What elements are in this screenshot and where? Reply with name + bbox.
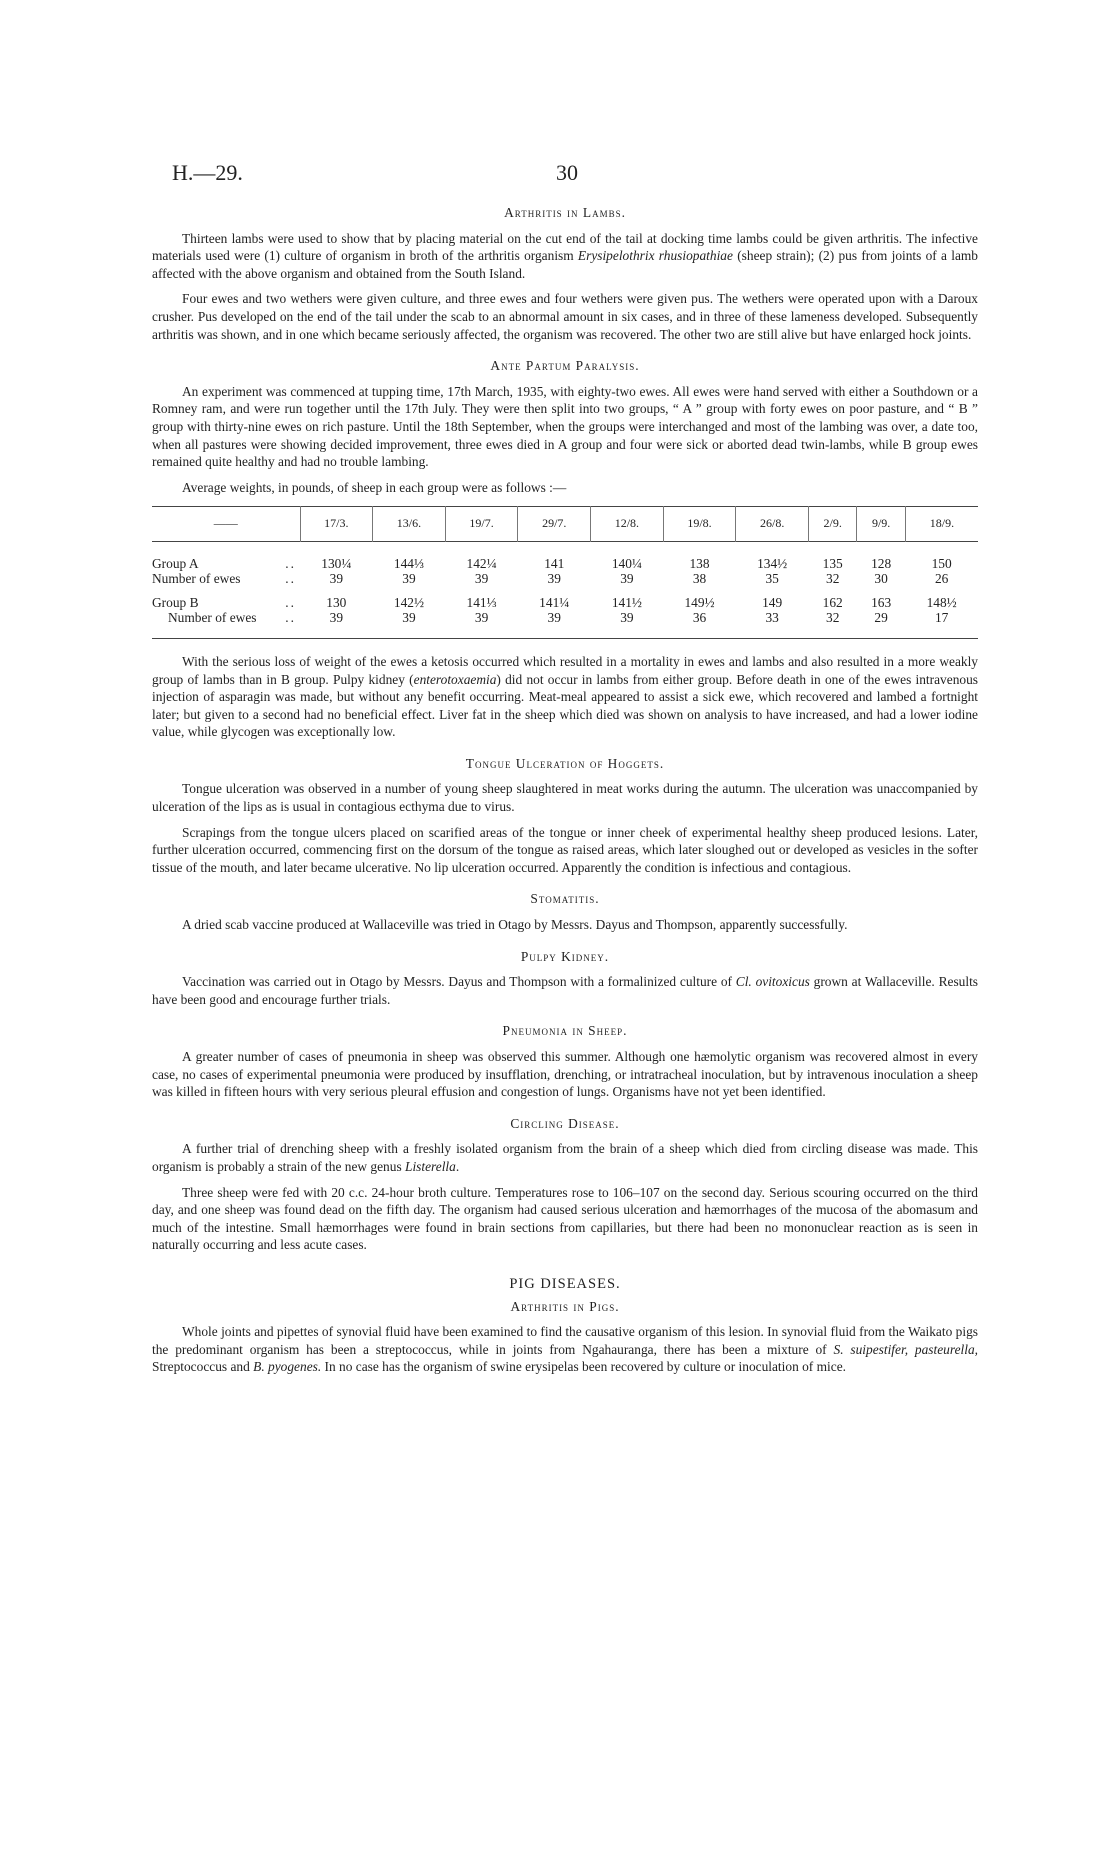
table-cell: 142¼ xyxy=(466,555,497,571)
date-header: 29/7. xyxy=(518,507,591,542)
table-cell: 39 xyxy=(620,610,634,626)
table-cell: 130¼ xyxy=(321,555,352,571)
paragraph: A greater number of cases of pneumonia in sheep was observed this summer. Although one hæmolytic organism was recovered almost in every case, no cases of experimental pneumonia were produced by insufflation, drenching, or intratracheal inoculation, but by intravenous inoculation a sheep was killed in fifteen hours with very serious pleural effusion and congestion of lungs. Organisms have not yet been identified. xyxy=(152,1049,978,1100)
table-cell: 162 xyxy=(822,594,843,610)
table-cell: 38 xyxy=(692,571,707,587)
table-cell: 142½ xyxy=(393,594,425,610)
organism-name: S. suipestifer, pasteurella, xyxy=(833,1341,978,1357)
paragraph: A dried scab vaccine produced at Wallaceville was tried in Otago by Messrs. Dayus and Thompson, apparently successfully. xyxy=(182,917,848,933)
table-cell: 135 xyxy=(822,555,843,571)
page-number: 30 xyxy=(556,160,578,185)
heading-pig-diseases: PIG DISEASES. xyxy=(509,1275,621,1292)
row-label: Number of ewes xyxy=(168,610,257,626)
table-cell: 39 xyxy=(329,610,344,626)
table-cell: 141¼ xyxy=(539,594,570,610)
table-row: Number of ewes .. 39 39 39 39 39 38 35 32 30 26 xyxy=(152,571,978,587)
date-header: 13/6. xyxy=(373,507,446,542)
weights-table xyxy=(152,506,978,639)
table-cell: 141½ xyxy=(611,594,642,610)
table-cell: 17 xyxy=(934,610,949,626)
table-cell: 141⅓ xyxy=(466,594,497,610)
row-label: Group A xyxy=(152,555,199,571)
heading-pneumonia: Pneumonia in Sheep. xyxy=(502,1023,628,1039)
table-cell: 39 xyxy=(474,571,489,587)
table-cell: 39 xyxy=(402,610,416,626)
paragraph: Thirteen lambs were used to show that by placing material on the cut end of the tail at docking time lambs could be given arthritis. The infective materials used were (1) culture of organism in broth of the arthritis organism Erysipelothrix rhusiopathiae (sheep strain); (2) pus from joints of a lamb affected with the above organism and obtained from the South Island. xyxy=(152,230,978,281)
document-reference: H.—29. xyxy=(172,160,243,185)
heading-circling-disease: Circling Disease. xyxy=(510,1115,620,1131)
paragraph: With the serious loss of weight of the ewes a ketosis occurred which resulted in a mortality in ewes and lambs and also resulted in a more weakly group of lambs than in B group. Pulpy kidney (enterotoxaemia) did not occur in lambs from either group. Before death in one of the ewes intravenous injection of asparagin was made, but without any benefit occurring. Meat-meal appeared to assist a sick ewe, which recovered and lambed a fortnight later; but given to a second had no beneficial effect. Liver fat in the sheep which died was shown on analysis to have increased, and had a lower iodine value, while glycogen was exceptionally low. xyxy=(152,653,978,740)
table-row: Number of ewes .. 39 39 39 39 39 36 33 32 29 17 xyxy=(152,610,978,626)
organism-name: B. pyogenes. xyxy=(253,1359,322,1375)
date-header: 9/9. xyxy=(857,507,905,542)
table-cell: 39 xyxy=(329,571,344,587)
heading-pulpy-kidney: Pulpy Kidney. xyxy=(520,948,610,964)
paragraph: An experiment was commenced at tupping time, 17th March, 1935, with eighty-two ewes. All ewes were hand served with either a Southdown or a Romney ram, and were run together until the 17th July. They were then split into two groups, “ A ” group with forty ewes on poor pasture, and “ B ” group with thirty-nine ewes on rich pasture. Until the 18th September, when the groups were interchanged and most of the lambing was over, a date too, when all pastures were showing decided improvement, three ewes died in A group and four were sick or aborted dead twin-lambs, while B group ewes remained quite healthy and had no trouble lambing. xyxy=(152,383,978,470)
heading-tongue-ulceration: Tongue Ulceration of Hoggets. xyxy=(465,755,665,771)
table-cell: 138 xyxy=(689,555,710,571)
table-cell: 39 xyxy=(547,610,561,626)
table-cell: 39 xyxy=(620,571,634,587)
table-cell: 30 xyxy=(874,571,888,587)
table-cell: 32 xyxy=(826,571,840,587)
table-cell: 130 xyxy=(326,594,347,610)
row-label: Number of ewes xyxy=(152,571,241,587)
date-header: 19/8. xyxy=(663,507,736,542)
table-cell: 149½ xyxy=(684,594,715,610)
date-header: 17/3. xyxy=(300,507,373,542)
table-row: Group A .. 130¼ 144⅓ 142¼ 141 140¼ 138 134½ 135 128 150 xyxy=(152,556,978,572)
date-header: 26/8. xyxy=(736,507,809,542)
table-corner: —— xyxy=(213,516,238,531)
table-cell: 141 xyxy=(544,555,565,571)
table-cell: 35 xyxy=(765,571,779,587)
date-header: 2/9. xyxy=(808,507,856,542)
table-cell: 149 xyxy=(762,594,783,610)
table-cell: 26 xyxy=(934,571,949,587)
table-cell: 39 xyxy=(402,571,416,587)
heading-arthritis-pigs: Arthritis in Pigs. xyxy=(510,1298,620,1314)
heading-stomatitis: Stomatitis. xyxy=(530,891,600,907)
table-cell: 148½ xyxy=(926,594,957,610)
paragraph: Vaccination was carried out in Otago by Messrs. Dayus and Thompson with a formalinized culture of Cl. ovitoxicus grown at Wallaceville. Results have been good and encourage further trials. xyxy=(152,974,978,1007)
heading-ante-partum: Ante Partum Paralysis. xyxy=(490,358,640,374)
table-cell: 36 xyxy=(692,610,707,626)
table-row: Group B .. 130 142½ 141⅓ 141¼ 141½ 149½ 149 162 163 148½ xyxy=(152,595,978,611)
page-body xyxy=(152,204,978,1384)
disease-name: enterotoxaemia xyxy=(413,671,497,687)
table-cell: 33 xyxy=(765,610,779,626)
date-header: 19/7. xyxy=(445,507,518,542)
table-cell: 39 xyxy=(474,610,489,626)
table-header-row xyxy=(152,507,978,542)
table-cell: 39 xyxy=(547,571,561,587)
paragraph: Scrapings from the tongue ulcers placed on scarified areas of the tongue or inner cheek of experimental healthy sheep produced lesions. Later, further ulceration occurred, commencing first on the dorsum of the tongue as raised areas, which later sloughed out or developed as vesicles in the softer tissue of the mouth, and later became ulcerative. No lip ulceration occurred. Apparently the condition is infectious and contagious. xyxy=(152,824,978,875)
table-cell: 140¼ xyxy=(611,555,642,571)
paragraph: Whole joints and pipettes of synovial fluid have been examined to find the causative organism of this lesion. In synovial fluid from the Waikato pigs the predominant organism has been a streptococcus, while in joints from Ngahauranga, there has been a mixture of S. suipestifer, pasteurella, Streptococcus and B. pyogenes. In no case has the organism of swine erysipelas been recovered by culture or inoculation of mice. xyxy=(152,1324,978,1375)
organism-name: Erysipelothrix rhusiopathiae xyxy=(577,248,733,264)
table-cell: 128 xyxy=(871,555,892,571)
row-label: Group B xyxy=(152,594,199,610)
paragraph: Three sheep were fed with 20 c.c. 24-hour broth culture. Temperatures rose to 106–107 on the second day. Serious scouring occurred on the third day, and one sheep was found dead on the fifth day. The organism had caused serious ulceration and hæmorrhages of the mucosa of the abomasum and much of the intestine. Small hæmorrhages were found in brain sections from capillaries, but there had been no mononuclear reaction as is seen in naturally occurring and less acute cases. xyxy=(152,1184,978,1253)
table-cell: 150 xyxy=(931,555,952,571)
date-header: 18/9. xyxy=(905,507,978,542)
heading-arthritis-lambs: Arthritis in Lambs. xyxy=(504,205,626,220)
table-cell: 134½ xyxy=(757,555,788,571)
paragraph: A further trial of drenching sheep with a freshly isolated organism from the brain of a sheep which died from circling disease was made. This organism is probably a strain of the new genus Listerella. xyxy=(152,1141,978,1174)
table-cell: 32 xyxy=(826,610,840,626)
table-cell: 29 xyxy=(874,610,888,626)
paragraph: Tongue ulceration was observed in a number of young sheep slaughtered in meat works during the autumn. The ulceration was unaccompanied by ulceration of the lips as is usual in contagious ecthyma due to virus. xyxy=(152,781,978,815)
table-cell: 163 xyxy=(871,594,892,610)
table-cell: 144⅓ xyxy=(393,555,425,571)
paragraph: Four ewes and two wethers were given culture, and three ewes and four wethers were given pus. The wethers were operated upon with a Daroux crusher. Pus developed on the end of the tail under the scab to an abnormal amount in six cases, and in three of these lameness developed. Subsequently arthritis was shown, and in one which became seriously affected, the organism was recovered. The other two are still alive but have enlarged hock joints. xyxy=(152,291,978,342)
paragraph: Average weights, in pounds, of sheep in each group were as follows :— xyxy=(182,479,567,495)
organism-name: Cl. ovitoxicus xyxy=(735,974,810,990)
weights-table-wrapper xyxy=(152,506,978,639)
date-header: 12/8. xyxy=(591,507,664,542)
organism-name: Listerella xyxy=(405,1158,456,1174)
